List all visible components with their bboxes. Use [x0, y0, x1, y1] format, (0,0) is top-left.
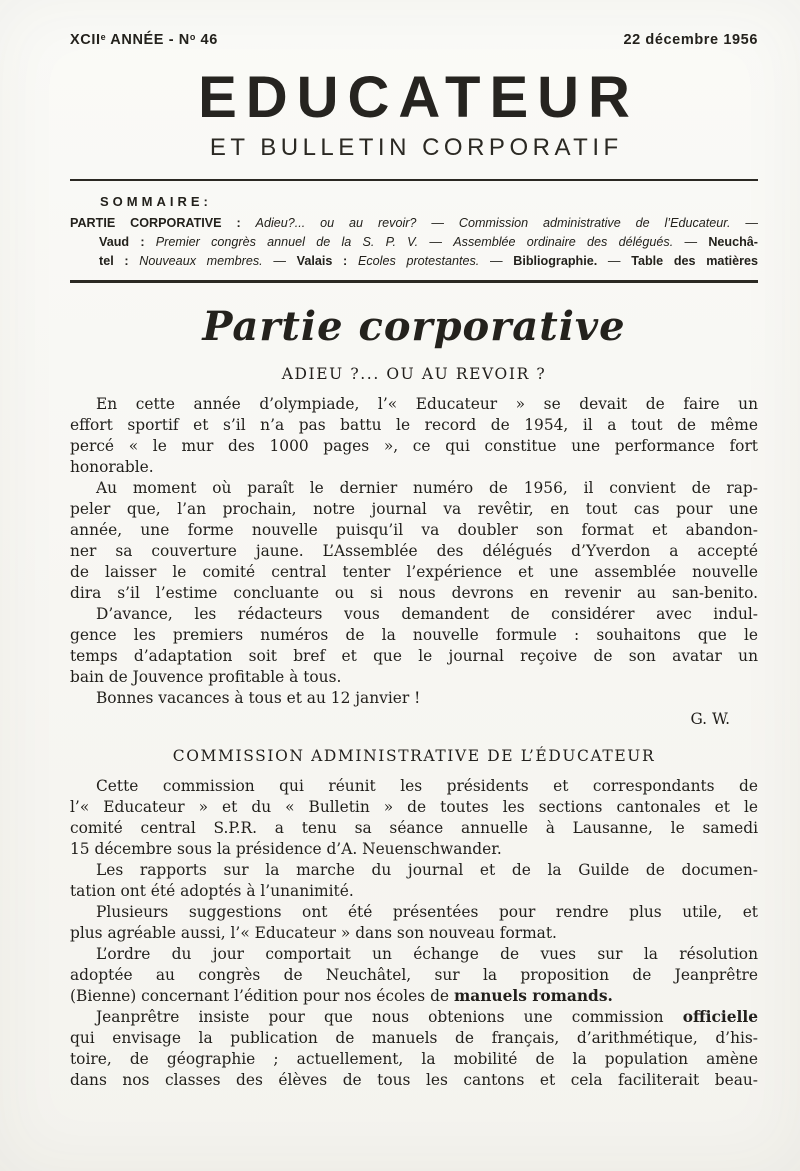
- paragraph-line: plus agréable aussi, l’« Educateur » dans son nouveau format.: [70, 923, 557, 942]
- sommaire-dash: —: [489, 253, 514, 268]
- paragraph-line: dira s’il l’estime concluante ou si nous devrons en revenir au san-benito.: [70, 583, 758, 602]
- paragraph-line: qui envisage la publication de manuels de français, d’arithmétique, d’his-: [70, 1028, 758, 1047]
- paragraph-line: peler que, l’an prochain, notre journal va revêtir, en tout cas pour une: [70, 499, 758, 518]
- sommaire: [70, 214, 758, 271]
- divider-rule-top: [70, 179, 758, 181]
- sommaire-line: [99, 252, 758, 271]
- paragraph-line: dans nos classes des élèves de tous les cantons et cela faciliterait beau-: [70, 1070, 758, 1089]
- paragraph-line: En cette année d’olympiade, l’« Educateur » se devait de faire un: [96, 394, 758, 413]
- paragraph-line: l’« Educateur » et du « Bulletin » de toutes les sections cantonales et le: [70, 797, 758, 816]
- issue-superscript-o: o: [189, 32, 196, 43]
- issue-number-text: 46: [195, 32, 218, 48]
- page-content: [70, 0, 758, 1091]
- sommaire-dash: —: [429, 234, 454, 249]
- sommaire-line: [70, 214, 758, 233]
- masthead-row: [70, 0, 758, 48]
- paragraph-line: Les rapports sur la marche du journal et de la Guilde de documen-: [96, 860, 758, 879]
- sommaire-dash: —: [431, 215, 459, 230]
- sommaire-section-label: Valais :: [296, 253, 358, 268]
- paragraph-line: percé « le mur des 1000 pages », ce qui constitue une performance fort: [70, 436, 758, 455]
- sommaire-dash: —: [684, 234, 709, 249]
- paragraph-line: [70, 1007, 758, 1028]
- paragraph-line: temps d’adaptation soit bref et que le journal reçoive de son avatar un: [70, 646, 758, 665]
- paragraph-line: [70, 986, 758, 1007]
- paragraph-line: tation ont été adoptés à l’unanimité.: [70, 881, 354, 900]
- sommaire-section-label: Table des matières: [631, 253, 759, 268]
- paragraph-line: gence les premiers numéros de la nouvelle formule : souhaitons que le: [70, 625, 758, 644]
- paragraph-line: adoptée au congrès de Neuchâtel, sur la proposition de Jeanprêtre: [70, 965, 758, 984]
- sommaire-label: SOMMAIRE:: [100, 193, 212, 209]
- paragraph-line: Cette commission qui réunit les présidents et correspondants de: [96, 776, 758, 795]
- bold-phrase-manuels-romands: manuels romands.: [453, 986, 613, 1005]
- paragraph-line: L’ordre du jour comportait un échange de vues sur la résolution: [96, 944, 758, 963]
- paragraph-line: année, une forme nouvelle puisqu’il va doubler son format et abandon-: [70, 520, 758, 539]
- sommaire-entry: Ecoles protestantes.: [357, 253, 490, 268]
- sommaire-entry: Nouveaux membres.: [139, 253, 274, 268]
- paragraph-line: bain de Jouvence profitable à tous.: [70, 667, 342, 686]
- article2-heading: COMMISSION ADMINISTRATIVE DE L’ÉDUCATEUR: [172, 746, 656, 765]
- paragraph-line: de laisser le comité central tenter l’expérience et une assemblée nouvelle: [70, 562, 758, 581]
- sommaire-dash: —: [273, 253, 297, 268]
- sommaire-section-label: Bibliographie.: [513, 253, 608, 268]
- sommaire-section-label: PARTIE CORPORATIVE :: [70, 215, 256, 230]
- sommaire-entry: Assemblée ordinaire des délégués.: [453, 234, 685, 249]
- paragraph-line: Plusieurs suggestions ont été présentées pour rendre plus utile, et: [96, 902, 758, 921]
- masthead-subtitle: ET BULLETIN CORPORATIF: [209, 133, 623, 161]
- paragraph-line: honorable.: [70, 457, 154, 476]
- paragraph-text: (Bienne) concernant l’édition pour nos écoles de: [70, 986, 454, 1005]
- article2-body: [70, 776, 758, 1091]
- sommaire-line: [99, 233, 758, 252]
- paragraph-line: ner sa couverture jaune. L’Assemblée des délégués d’Yverdon a accepté: [70, 541, 758, 560]
- sommaire-dash: —: [745, 215, 759, 230]
- issue-superscript-e: e: [100, 32, 107, 43]
- sommaire-entry: Commission administrative de l’Educateur.: [458, 215, 746, 230]
- paragraph-text: Jeanprêtre insiste pour que nous obtenions une commission: [96, 1007, 683, 1026]
- bold-word-officielle: officielle: [682, 1007, 758, 1026]
- sommaire-dash: —: [607, 253, 632, 268]
- paragraph-line: Bonnes vacances à tous et au 12 janvier !: [96, 688, 421, 707]
- sommaire-section-label: Neuchâ-: [708, 234, 758, 249]
- issue-number-text: ANNÉE - N: [106, 32, 190, 48]
- divider-rule-bottom: [70, 280, 758, 283]
- article1-body: [70, 394, 758, 730]
- sommaire-section-label: Vaud :: [99, 234, 156, 249]
- paragraph-line: Au moment où paraît le dernier numéro de 1956, il convient de rap-: [96, 478, 758, 497]
- section-title-partie-corporative: Partie corporative: [202, 302, 626, 350]
- masthead-title: EDUCATEUR: [198, 65, 639, 130]
- paragraph-line: effort sportif et s’il n’a pas battu le record de 1954, il a tout de même: [70, 415, 758, 434]
- article1-signature: G. W.: [690, 709, 730, 728]
- article1-heading: ADIEU ?... OU AU REVOIR ?: [281, 364, 547, 383]
- sommaire-section-label: tel :: [99, 253, 140, 268]
- paragraph-line: comité central S.P.R. a tenu sa séance annuelle à Lausanne, le samedi: [70, 818, 758, 837]
- issue-number: [70, 32, 218, 48]
- paragraph-line: D’avance, les rédacteurs vous demandent de considérer avec indul-: [96, 604, 758, 623]
- paragraph-line: 15 décembre sous la présidence d’A. Neuenschwander.: [70, 839, 502, 858]
- issue-number-text: XCII: [70, 32, 101, 48]
- paragraph-line: toire, de géographie ; actuellement, la mobilité de la population amène: [70, 1049, 758, 1068]
- issue-date: 22 décembre 1956: [623, 32, 758, 48]
- sommaire-entry: Adieu?... ou au revoir?: [255, 215, 432, 230]
- sommaire-entry: Premier congrès annuel de la S. P. V.: [155, 234, 430, 249]
